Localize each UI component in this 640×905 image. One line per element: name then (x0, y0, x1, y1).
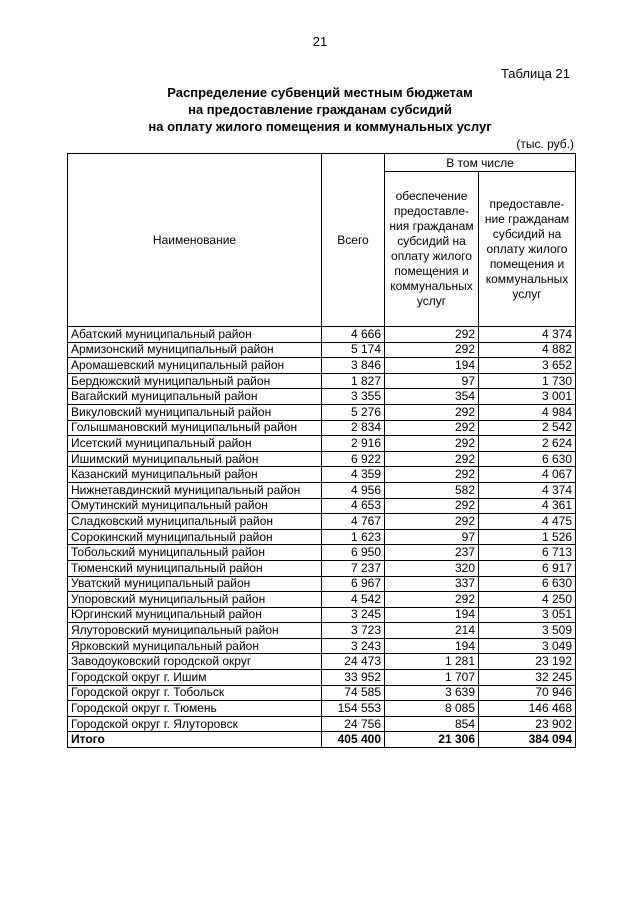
table-row (68, 451, 576, 467)
cell-c2: 6 630 (479, 451, 576, 467)
cell-total: 2 834 (322, 420, 385, 436)
table-row (68, 529, 576, 545)
cell-c1: 292 (385, 514, 479, 530)
title-line: на предоставление гражданам субсидий (188, 102, 452, 117)
table-row (68, 592, 576, 608)
cell-c2: 2 624 (479, 436, 576, 452)
cell-name: Городской округ г. Ишим (68, 670, 322, 686)
cell-c2: 4 374 (479, 482, 576, 498)
table-row (68, 436, 576, 452)
header-name: Наименование (68, 154, 322, 327)
cell-total: 154 553 (322, 701, 385, 717)
cell-c2: 4 374 (479, 327, 576, 343)
cell-total: 405 400 (322, 732, 385, 748)
table-row (68, 358, 576, 374)
cell-name: Итого (68, 732, 322, 748)
cell-name: Сорокинский муниципальный район (68, 529, 322, 545)
header-including: В том числе (385, 154, 576, 172)
cell-c1: 854 (385, 716, 479, 732)
header-total: Всего (322, 154, 385, 327)
cell-c1: 97 (385, 373, 479, 389)
header-col1: обеспечение предоставле-ния гражданам субсидий на оплату жилого помещения и коммунальных услуг (385, 172, 479, 327)
cell-c1: 1 281 (385, 654, 479, 670)
cell-c1: 337 (385, 576, 479, 592)
cell-c1: 354 (385, 389, 479, 405)
cell-c1: 320 (385, 560, 479, 576)
cell-name: Сладковский муниципальный район (68, 514, 322, 530)
table-total-row (68, 732, 576, 748)
cell-total: 6 967 (322, 576, 385, 592)
cell-total: 6 950 (322, 545, 385, 561)
cell-c2: 3 051 (479, 607, 576, 623)
table-row (68, 389, 576, 405)
header-col2: предоставле-ние гражданам субсидий на оплату жилого помещения и коммунальных услуг (479, 172, 576, 327)
cell-name: Нижнетавдинский муниципальный район (68, 482, 322, 498)
cell-c2: 6 630 (479, 576, 576, 592)
cell-name: Вагайский муниципальный район (68, 389, 322, 405)
cell-name: Исетский муниципальный район (68, 436, 322, 452)
table-row (68, 467, 576, 483)
cell-c2: 3 509 (479, 623, 576, 639)
cell-c1: 292 (385, 498, 479, 514)
cell-total: 2 916 (322, 436, 385, 452)
cell-c1: 194 (385, 638, 479, 654)
table-row (68, 373, 576, 389)
cell-c1: 237 (385, 545, 479, 561)
cell-c2: 4 361 (479, 498, 576, 514)
cell-c2: 23 192 (479, 654, 576, 670)
cell-c2: 4 475 (479, 514, 576, 530)
cell-c1: 194 (385, 607, 479, 623)
cell-total: 3 355 (322, 389, 385, 405)
cell-total: 6 922 (322, 451, 385, 467)
cell-c1: 97 (385, 529, 479, 545)
cell-c1: 3 639 (385, 685, 479, 701)
cell-c1: 194 (385, 358, 479, 374)
cell-total: 4 653 (322, 498, 385, 514)
cell-total: 3 723 (322, 623, 385, 639)
cell-total: 4 767 (322, 514, 385, 530)
cell-total: 74 585 (322, 685, 385, 701)
cell-name: Ярковский муниципальный район (68, 638, 322, 654)
cell-name: Омутинский муниципальный район (68, 498, 322, 514)
cell-c2: 4 067 (479, 467, 576, 483)
cell-c2: 23 902 (479, 716, 576, 732)
cell-name: Юргинский муниципальный район (68, 607, 322, 623)
cell-c1: 292 (385, 436, 479, 452)
cell-name: Ишимский муниципальный район (68, 451, 322, 467)
cell-total: 24 756 (322, 716, 385, 732)
table-row (68, 514, 576, 530)
table-row (68, 576, 576, 592)
cell-name: Упоровский муниципальный район (68, 592, 322, 608)
table-label: Таблица 21 (500, 66, 570, 81)
cell-total: 33 952 (322, 670, 385, 686)
cell-name: Городской округ г. Тюмень (68, 701, 322, 717)
cell-c1: 214 (385, 623, 479, 639)
cell-c2: 4 984 (479, 404, 576, 420)
title-line: на оплату жилого помещения и коммунальных услуг (148, 119, 492, 134)
cell-c2: 384 094 (479, 732, 576, 748)
table-row (68, 545, 576, 561)
cell-total: 4 359 (322, 467, 385, 483)
table-row (68, 638, 576, 654)
cell-name: Тобольский муниципальный район (68, 545, 322, 561)
table-row (68, 404, 576, 420)
cell-name: Городской округ г. Тобольск (68, 685, 322, 701)
cell-total: 4 666 (322, 327, 385, 343)
table-row (68, 701, 576, 717)
page-number: 21 (312, 34, 328, 49)
cell-c1: 292 (385, 327, 479, 343)
cell-c1: 292 (385, 342, 479, 358)
cell-total: 7 237 (322, 560, 385, 576)
cell-name: Голышмановский муниципальный район (68, 420, 322, 436)
cell-name: Ялуторовский муниципальный район (68, 623, 322, 639)
units-label: (тыс. руб.) (516, 137, 574, 151)
cell-c2: 70 946 (479, 685, 576, 701)
cell-total: 3 245 (322, 607, 385, 623)
table-row (68, 327, 576, 343)
cell-c1: 292 (385, 420, 479, 436)
cell-name: Городской округ г. Ялуторовск (68, 716, 322, 732)
table-row (68, 607, 576, 623)
cell-total: 1 623 (322, 529, 385, 545)
cell-c1: 1 707 (385, 670, 479, 686)
subsidy-table (67, 153, 576, 748)
table-body (68, 327, 576, 748)
table-row (68, 685, 576, 701)
cell-c1: 582 (385, 482, 479, 498)
cell-name: Армизонский муниципальный район (68, 342, 322, 358)
cell-c1: 292 (385, 467, 479, 483)
cell-total: 4 956 (322, 482, 385, 498)
cell-c2: 146 468 (479, 701, 576, 717)
cell-c2: 3 652 (479, 358, 576, 374)
table-row (68, 670, 576, 686)
cell-name: Бердюжский муниципальный район (68, 373, 322, 389)
cell-c2: 3 001 (479, 389, 576, 405)
cell-c2: 32 245 (479, 670, 576, 686)
cell-c2: 3 049 (479, 638, 576, 654)
table-row (68, 560, 576, 576)
table-row (68, 420, 576, 436)
cell-total: 1 827 (322, 373, 385, 389)
table-row (68, 482, 576, 498)
table-row (68, 342, 576, 358)
cell-c1: 292 (385, 592, 479, 608)
title-line: Распределение субвенций местным бюджетам (167, 85, 473, 100)
table-row (68, 623, 576, 639)
cell-total: 3 243 (322, 638, 385, 654)
table-title (0, 84, 640, 135)
cell-c1: 21 306 (385, 732, 479, 748)
table-row (68, 654, 576, 670)
cell-name: Викуловский муниципальный район (68, 404, 322, 420)
cell-total: 5 174 (322, 342, 385, 358)
cell-total: 4 542 (322, 592, 385, 608)
cell-c2: 4 882 (479, 342, 576, 358)
table-row (68, 498, 576, 514)
cell-total: 5 276 (322, 404, 385, 420)
cell-c2: 1 526 (479, 529, 576, 545)
cell-c2: 6 917 (479, 560, 576, 576)
cell-c1: 292 (385, 404, 479, 420)
cell-name: Тюменский муниципальный район (68, 560, 322, 576)
cell-c2: 1 730 (479, 373, 576, 389)
cell-name: Абатский муниципальный район (68, 327, 322, 343)
cell-c2: 4 250 (479, 592, 576, 608)
cell-name: Казанский муниципальный район (68, 467, 322, 483)
cell-c2: 2 542 (479, 420, 576, 436)
cell-name: Уватский муниципальный район (68, 576, 322, 592)
cell-c2: 6 713 (479, 545, 576, 561)
cell-name: Заводоуковский городской округ (68, 654, 322, 670)
cell-c1: 292 (385, 451, 479, 467)
cell-total: 3 846 (322, 358, 385, 374)
table-row (68, 716, 576, 732)
cell-c1: 8 085 (385, 701, 479, 717)
cell-name: Аромашевский муниципальный район (68, 358, 322, 374)
cell-total: 24 473 (322, 654, 385, 670)
